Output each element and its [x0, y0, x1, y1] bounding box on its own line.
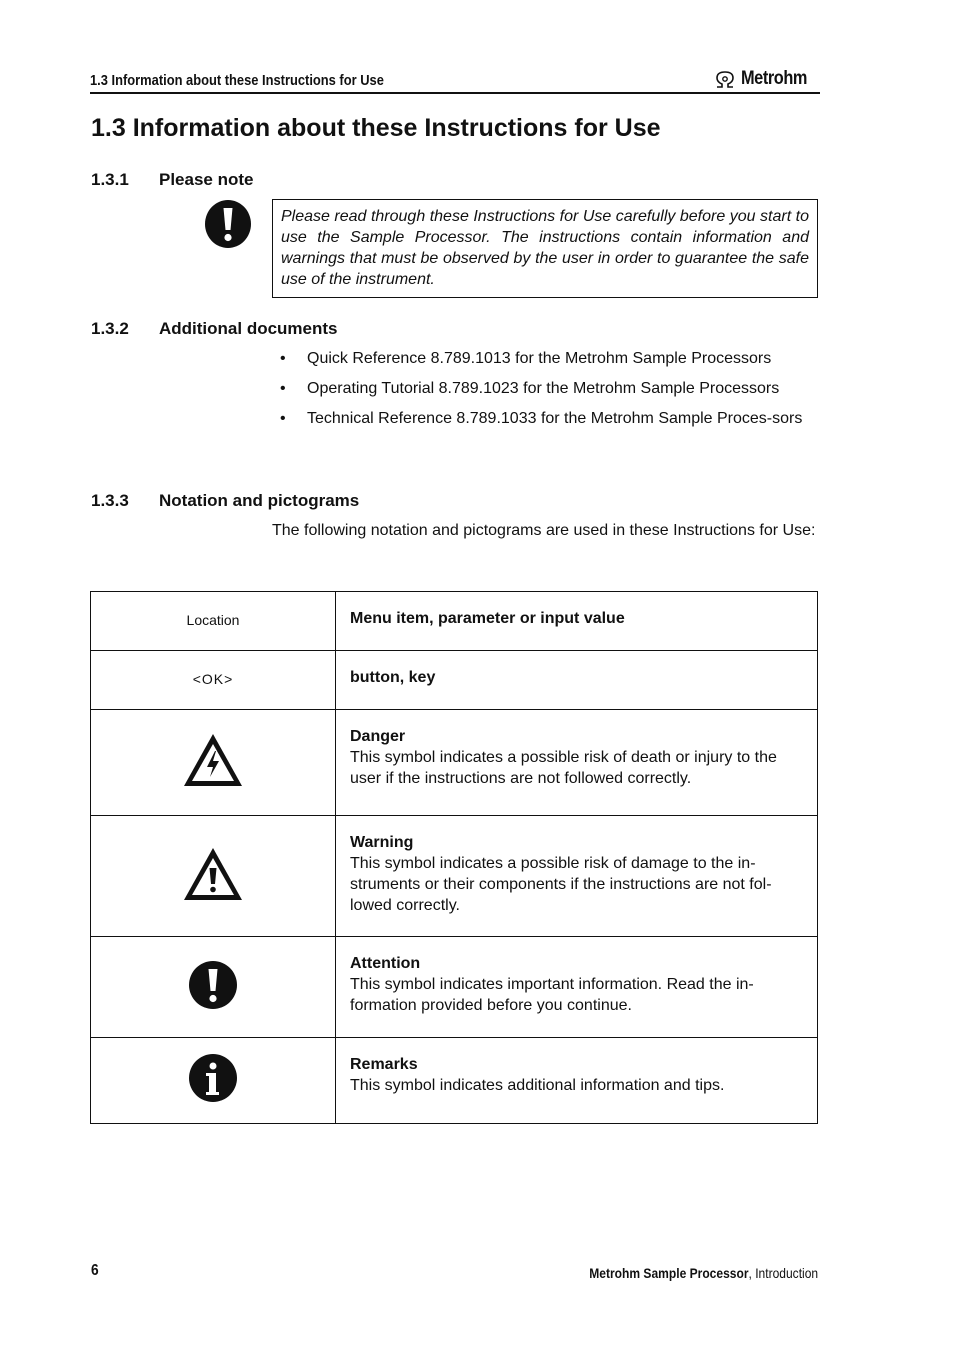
list-item: [280, 378, 818, 399]
symbol-cell: [91, 816, 336, 937]
footer-part: , Introduction: [748, 1265, 818, 1281]
symbol-cell: [91, 651, 336, 710]
document-title: Operating Tutorial 8.789.1023 for the Metrohm Sample Processors: [307, 380, 780, 397]
row-title: Menu item, parameter or input value: [350, 610, 625, 627]
document-title: Quick Reference 8.789.1013 for the Metrohm Sample Processors: [307, 350, 772, 367]
section-number: 1.3.2: [91, 319, 129, 338]
bullet: •: [280, 410, 286, 427]
bullet: •: [280, 380, 286, 397]
please-note-box: Please read through these Instructions for Use carefully before you start to use the Sample Processor. The instructions contain information and warnings that must be observed by the user in order to guarantee the safe use of the instrument.: [272, 199, 818, 298]
list-item: [280, 408, 818, 429]
list-item: [280, 348, 818, 369]
section-number: 1.3.1: [91, 170, 129, 189]
footer-product: Metrohm Sample Processor: [589, 1265, 749, 1281]
section-heading-additional-documents: [91, 319, 338, 339]
symbol-cell: [91, 592, 336, 651]
row-title: Warning: [350, 834, 414, 851]
symbol-cell: [91, 710, 336, 816]
metrohm-logo: [713, 68, 818, 90]
document-title: Technical Reference 8.789.1033 for the Metrohm Sample Proces-sors: [307, 410, 803, 427]
description-cell: [336, 1038, 818, 1124]
description-cell: [336, 816, 818, 937]
table-row: [91, 937, 818, 1038]
bullet: •: [280, 350, 286, 367]
attention-icon: [189, 961, 237, 1009]
table-row: [91, 816, 818, 937]
section-heading-notation: [91, 491, 359, 511]
symbol-cell: [91, 937, 336, 1038]
page-number: 6: [91, 1262, 99, 1279]
section-title: Additional documents: [159, 319, 338, 338]
section-heading-please-note: [91, 170, 254, 190]
metrohm-omega-icon: [713, 70, 737, 88]
info-icon: [189, 1054, 237, 1102]
description-cell: [336, 592, 818, 651]
section-title: Notation and pictograms: [159, 491, 360, 510]
row-title: Danger: [350, 728, 406, 745]
location-label: Location: [186, 612, 240, 628]
page-footer: [589, 1265, 818, 1281]
documents-list: [280, 348, 818, 438]
danger-icon: [182, 732, 244, 788]
row-text: This symbol indicates a possible risk of death or injury to the user if the instructions are not followed correctly.: [350, 749, 777, 787]
row-title: button, key: [350, 669, 436, 686]
section-number: 1.3.3: [91, 491, 129, 510]
description-cell: [336, 651, 818, 710]
row-text: This symbol indicates important information. Read the in-formation provided before you continue.: [350, 976, 754, 1014]
warning-icon: [182, 846, 244, 902]
brand-name: Metrohm: [741, 68, 808, 89]
running-header: [90, 66, 820, 94]
row-text: This symbol indicates additional information and tips.: [350, 1077, 725, 1094]
attention-icon: [205, 200, 251, 253]
notation-intro: The following notation and pictograms are used in these Instructions for Use:: [272, 522, 816, 539]
section-title: Please note: [159, 170, 254, 189]
row-title: Remarks: [350, 1056, 418, 1073]
table-row: [91, 1038, 818, 1124]
row-text: This symbol indicates a possible risk of damage to the in-struments or their components if the instructions are not fol-lowed correctly.: [350, 855, 772, 914]
ok-key-label: <OK>: [192, 671, 234, 687]
table-row: [91, 592, 818, 651]
description-cell: [336, 710, 818, 816]
table-row: [91, 651, 818, 710]
description-cell: [336, 937, 818, 1038]
notation-table: [90, 591, 818, 1124]
row-title: Attention: [350, 955, 421, 972]
page-title: 1.3 Information about these Instructions for Use: [91, 114, 661, 142]
header-section-title: 1.3 Information about these Instructions for Use: [90, 72, 384, 89]
symbol-cell: [91, 1038, 336, 1124]
table-row: [91, 710, 818, 816]
